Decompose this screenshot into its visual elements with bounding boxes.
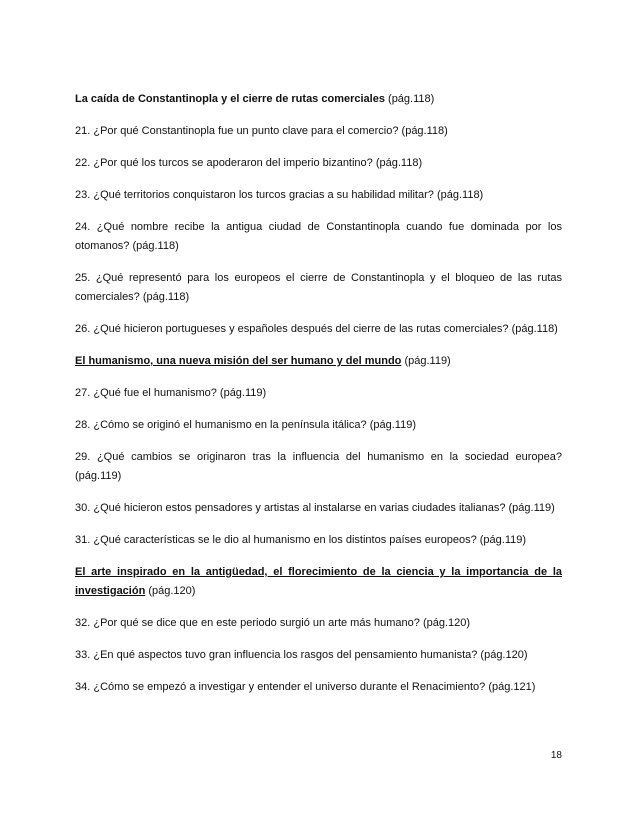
question-item: 22. ¿Por qué los turcos se apoderaron del imperio bizantino? (pág.118)	[75, 157, 423, 169]
section-heading	[75, 563, 562, 601]
question-item: 27. ¿Qué fue el humanismo? (pág.119)	[75, 387, 267, 399]
section-heading-page-ref: (pág.119)	[401, 355, 451, 367]
section-heading	[75, 90, 562, 109]
page-number: 18	[550, 750, 562, 761]
section-heading-page-ref: (pág.120)	[145, 585, 196, 597]
questions-list	[75, 90, 562, 710]
question-item: 24. ¿Qué nombre recibe la antigua ciudad de Constantinopla cuando fue dominada por los otomanos? (pág.118)	[75, 221, 562, 252]
section-heading-title: El arte inspirado en la antigüedad, el florecimiento de la ciencia y la importancia de la investigación	[75, 566, 562, 597]
section-heading	[75, 352, 562, 371]
question-item: 33. ¿En qué aspectos tuvo gran influencia los rasgos del pensamiento humanista? (pág.120)	[75, 649, 528, 661]
question-item: 31. ¿Qué características se le dio al humanismo en los distintos países europeos? (pág.119)	[75, 534, 527, 546]
question-item: 34. ¿Cómo se empezó a investigar y entender el universo durante el Renacimiento? (pág.121)	[75, 681, 536, 693]
question-item: 23. ¿Qué territorios conquistaron los turcos gracias a su habilidad militar? (pág.118)	[75, 189, 484, 201]
section-heading-title: La caída de Constantinopla y el cierre de rutas comerciales	[75, 93, 385, 105]
question-item: 26. ¿Qué hicieron portugueses y españoles después del cierre de las rutas comerciales? (pág.118)	[75, 323, 558, 335]
section-heading-page-ref: (pág.118)	[384, 93, 435, 105]
section-heading-title: El humanismo, una nueva misión del ser humano y del mundo	[75, 355, 402, 367]
question-item: 30. ¿Qué hicieron estos pensadores y artistas al instalarse en varias ciudades italianas? (pág.119)	[75, 502, 555, 514]
question-item: 25. ¿Qué representó para los europeos el cierre de Constantinopla y el bloqueo de las rutas comerciales? (pág.118)	[75, 272, 562, 303]
question-item: 32. ¿Por qué se dice que en este periodo surgió un arte más humano? (pág.120)	[75, 617, 471, 629]
question-item: 29. ¿Qué cambios se originaron tras la influencia del humanismo en la sociedad europea? (pág.119)	[75, 451, 562, 482]
question-item: 21. ¿Por qué Constantinopla fue un punto clave para el comercio? (pág.118)	[75, 125, 448, 137]
question-item: 28. ¿Cómo se originó el humanismo en la península itálica? (pág.119)	[75, 419, 416, 431]
